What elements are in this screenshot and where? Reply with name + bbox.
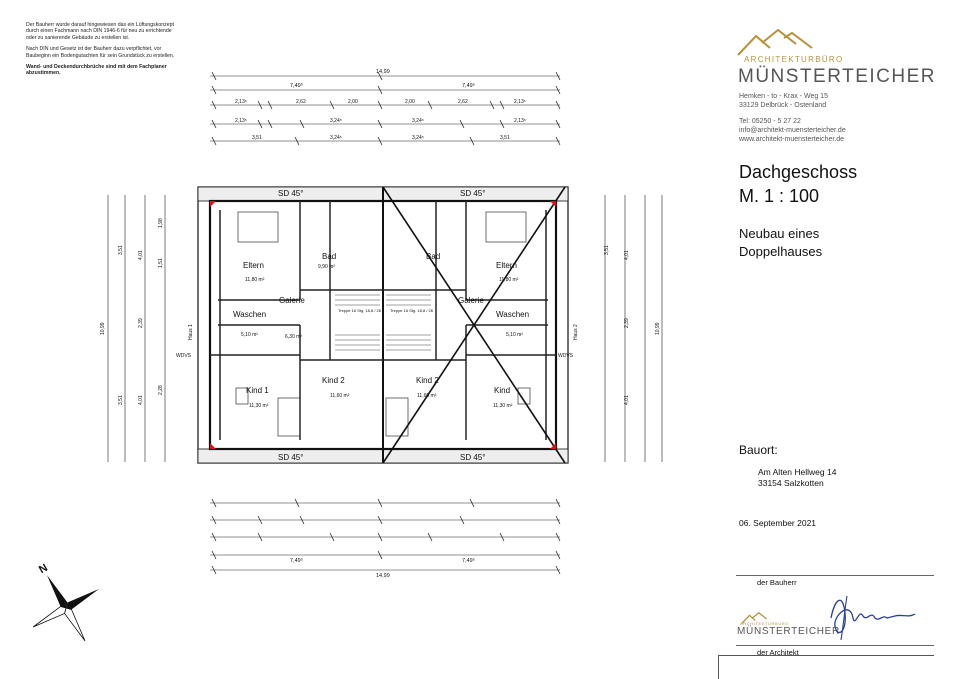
dim-side-r3: 4,01 <box>624 395 630 405</box>
dim-total-width-bottom: 14,99 <box>376 573 390 579</box>
dim-top-r1-4: 2,00 <box>405 99 415 105</box>
note-soil-report: Nach DIN und Gesetz ist der Bauherr dazu verpflichtet, vor Baubeginn ein Bodengutachten für sein Grundstück zu erstellen. <box>26 46 175 59</box>
roof-label-top-left: SD 45° <box>278 189 304 198</box>
note-ventilation: Der Bauherr wurde darauf hingewiesen das ein Lüftungskonzept durch einen Fachmann nach DIN 1946-6 für neu zu errichtende oder zu sanierende Gebäude zu erstellen ist. <box>26 22 174 41</box>
dim-side-7: 2,28 <box>158 385 164 395</box>
house-1-label: Haus 1 <box>188 324 194 340</box>
room-kind1-left: Kind 1 <box>246 386 269 395</box>
room-treppe-left: Treppe 16 Stg. 18,8 / 26 <box>338 308 381 313</box>
dim-top-r2-6: 2,13⁵ <box>514 118 526 124</box>
frame-border-left <box>718 655 719 679</box>
office-contact <box>739 117 846 144</box>
dim-top-r1-2: 2,62 <box>296 99 306 105</box>
room-kind-right: Kind <box>494 386 511 395</box>
site-city: 33154 Salzkotten <box>758 478 824 488</box>
room-galerie-left: Galerie <box>279 296 305 305</box>
site-address <box>758 467 836 489</box>
dim-half-left-bottom: 7,49⁵ <box>290 558 303 564</box>
dim-side-r1: 4,01 <box>624 250 630 260</box>
dim-side-4: 3,51 <box>118 395 124 405</box>
project-line1: Neubau eines <box>739 226 820 241</box>
drawing-title-line1: Dachgeschoss <box>739 162 858 182</box>
room-flur-left-area: 6,30 m² <box>285 334 302 340</box>
stamp-brand-name: MÜNSTERTEICHER <box>737 626 840 637</box>
dim-depth-right: 10,99 <box>655 322 661 335</box>
room-eltern-right: Eltern <box>496 261 517 270</box>
room-kind2-left-area: 11,60 m² <box>330 393 350 399</box>
dim-top-r2-4: 3,24⁵ <box>412 118 424 124</box>
wdvs-label-left: WDVS <box>176 353 191 359</box>
note-breakthroughs: Wand- und Deckendurchbrüche sind mit dem Fachplaner abzustimmen. <box>26 64 167 77</box>
dim-top-r2-0: 2,13⁵ <box>235 118 247 124</box>
room-kind2-left: Kind 2 <box>322 376 345 385</box>
office-tel: Tel: 05250 - 5 27 22 <box>739 118 801 125</box>
owner-signature-line <box>736 575 934 576</box>
room-eltern-left-area: 11,80 m² <box>245 277 265 283</box>
architect-signature <box>825 588 920 643</box>
office-brand-name: MÜNSTERTEICHER <box>738 66 936 87</box>
dim-top-r1-6: 2,13⁵ <box>514 99 526 105</box>
drawing-scale: M. 1 : 100 <box>739 186 820 206</box>
room-kind-right-area: 11,30 m² <box>493 403 513 409</box>
dim-side-1: 4,01 <box>138 250 144 260</box>
architect-signature-line <box>736 645 934 646</box>
room-galerie-right: Galerie <box>458 296 484 305</box>
dim-top-r3-3: 3,24⁵ <box>412 135 424 141</box>
dim-depth-left: 10,99 <box>100 322 106 335</box>
room-bad-right: Bad <box>426 252 441 261</box>
room-kind2-right-area: 11,60 m² <box>417 393 437 399</box>
owner-signature-label: der Bauherr <box>757 578 797 587</box>
drawing-title <box>739 160 857 208</box>
dim-top-r3-0: 3,51 <box>252 135 262 141</box>
roof-label-bottom-right: SD 45° <box>460 453 486 462</box>
drawing-date: 06. September 2021 <box>739 518 817 528</box>
room-treppe-right: Treppe 16 Stg. 18,8 / 26 <box>390 308 433 313</box>
room-bad-left: Bad <box>322 252 337 261</box>
dim-side-r0: 3,51 <box>604 245 610 255</box>
roof-label-top-right: SD 45° <box>460 189 486 198</box>
room-waschen-left-area: 5,10 m² <box>241 332 258 338</box>
stamp-brand-top: ARCHITEKTURBÜRO <box>740 621 790 626</box>
dim-top-r1-5: 2,62 <box>458 99 468 105</box>
room-waschen-left: Waschen <box>233 310 267 319</box>
room-kind1-left-area: 11,30 m² <box>249 403 269 409</box>
site-street: Am Alten Hellweg 14 <box>758 467 837 477</box>
dim-side-3: 4,01 <box>138 395 144 405</box>
project-description <box>739 225 822 261</box>
dim-side-2: 2,39 <box>138 318 144 328</box>
wdvs-label-right: WDVS <box>558 353 573 359</box>
site-label: Bauort: <box>739 443 778 457</box>
dim-top-r2-3: 3,24⁵ <box>330 118 342 124</box>
dim-side-r2: 2,39 <box>624 318 630 328</box>
office-logo <box>732 28 952 88</box>
office-brand-top: ARCHITEKTURBÜRO <box>744 55 844 64</box>
dim-top-r3-4: 3,51 <box>500 135 510 141</box>
dim-top-r1-3: 2,00 <box>348 99 358 105</box>
north-arrow-icon <box>8 545 118 660</box>
office-web: www.architekt-muensterteicher.de <box>739 136 845 143</box>
office-street: Hemken - to - Krax - Weg 15 <box>739 93 828 100</box>
room-bad-left-area: 9,90 m² <box>318 264 335 270</box>
roof-logo-icon <box>736 28 816 56</box>
roof-label-bottom-left: SD 45° <box>278 453 304 462</box>
dim-half-left-top: 7,49⁵ <box>290 83 303 89</box>
dim-half-right-top: 7,49⁵ <box>462 83 475 89</box>
room-eltern-left: Eltern <box>243 261 264 270</box>
dim-side-0: 3,51 <box>118 245 124 255</box>
dim-half-right-bottom: 7,49⁵ <box>462 558 475 564</box>
dim-side-6: 1,51 <box>158 258 164 268</box>
office-city: 33129 Delbrück - Ostenland <box>739 102 827 109</box>
project-line2: Doppelhauses <box>739 244 823 259</box>
room-waschen-right-area: 5,10 m² <box>506 332 523 338</box>
office-address <box>739 92 828 110</box>
room-kind2-right: Kind 2 <box>416 376 439 385</box>
room-eltern-right-area: 11,80 m² <box>499 277 519 283</box>
dim-top-r1-0: 2,13⁵ <box>235 99 247 105</box>
office-email: info@architekt-muensterteicher.de <box>739 127 846 134</box>
house-2-label: Haus 2 <box>573 324 579 340</box>
dim-top-r3-2: 3,24⁵ <box>330 135 342 141</box>
frame-border-top <box>718 655 934 656</box>
dim-total-width-top: 14,99 <box>376 69 390 75</box>
architect-signature-label: der Architekt <box>757 648 799 657</box>
room-waschen-right: Waschen <box>496 310 530 319</box>
dim-side-5: 1,98 <box>158 218 164 228</box>
north-label: N <box>37 561 50 577</box>
